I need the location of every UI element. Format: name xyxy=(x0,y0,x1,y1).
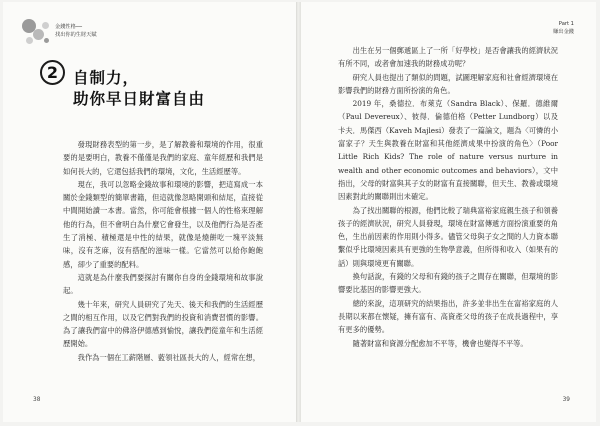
paragraph: 總的來說，這項研究的結果指出，許多並非出生在富裕家庭的人長期以來都在懷疑，擁有富有、高資產父母的孩子在成長過程中，享有更多的優勢。 xyxy=(338,298,558,335)
paragraph: 幾十年來，研究人員研究了先天、後天和我們的生活經歷之間的相互作用，以及它們對我們的投資和消費習慣的影響。為了讓我們富中的佛洛伊德感到愉悅，讓我們從童年和生活經歷開始。 xyxy=(63,299,263,349)
paragraph: 隨著財富和資源分配愈加不平等，機會也變得不平等。 xyxy=(352,338,528,348)
paragraph: 現在，我可以忽略金錢故事和環境的影響，把這寫成一本關於金錢類型的簡單書籍，但這就像忽略開頭和結尾，直接從中間開始讀一本書。當然，你可能會根據一個人的性格來理解他的行為，但不會明白為什麼它會發生，以及他們行為是否產生了消極、積極還是中性的結果，就像是燒餅吃一塊平淡無味，沒有芝麻，沒有搭配的滋味一樣。它當然可以給你飽飽感，卻少了重要的配料。 xyxy=(63,179,263,269)
paragraph: 發現財務表型的第一步，是了解教養和環境的作用，很重要的是要明白，教養不僅僅是我們的家庭、童年經歷和我們是如何長大的，它還包括我們的環境，文化，生活經歷等。 xyxy=(63,140,263,176)
chapter-title-line2: 助你早日財富自由 xyxy=(73,90,206,108)
paragraph: 出生在另一個郵遞區上了一所「好學校」是否會讓我的經濟狀況有所不同，或者會加速我的財務成功呢？ xyxy=(338,46,558,69)
chapter-title-line1: 自制力， xyxy=(73,69,140,87)
paragraph: 換句話說，有錢的父母和有錢的孩子之間存在關聯，但環境的影響要比基因的影響更強大。 xyxy=(338,272,558,295)
paragraph: 為了找出關聯的根源，他們比較了瑞典富裕家庭親生孩子和領養孩子的經濟狀況，研究人員發現，環境在財富傳遞方面扮演重要的角色，生出前因素的作用則小得多。儘管父母與子女之間的人力資本聯繫似乎比環境因素具有更強的生物學意義，但所得和收入（如果有的話）則與環境更有關聯。 xyxy=(338,205,558,268)
right-body-text xyxy=(338,44,558,350)
paragraph: 2019 年，桑德拉．布萊克（Sandra Black）、保羅．德維爾（Paul Devereux）、彼得．倫德伯格（Petter Lundborg）以及卡夫．馬傑西（Kaveh Majlesi）發表了一篇論文，題為〈可憐的小富家子？天生與教養在財富和其他經濟成果中扮演的角色〉（Poor Little Rich Kids? The role of nature versus nurture in wealth and other economic outcomes and behaviors），文中指出，父母的財富與其子女的財富有直接關聯，但天生、教養或環境因素對此的關聯則出未確定。 xyxy=(338,99,558,202)
book-logo-icon xyxy=(22,19,52,47)
running-head-line2: 找出你的生財天賦 xyxy=(55,32,97,38)
part-label: Part 1 xyxy=(558,21,574,27)
page-number-left: 38 xyxy=(33,397,41,403)
paragraph: 這就是為什麼我們要探討有關你自身的金錢環境和故事說起。 xyxy=(63,272,263,296)
chapter-number-badge: 2 xyxy=(40,60,65,85)
paragraph: 我作為一個在工薪階層、藍領社區長大的人，經常在想， xyxy=(77,352,261,362)
right-page xyxy=(301,2,596,422)
running-head-right xyxy=(553,20,574,36)
left-body-text xyxy=(63,138,263,364)
running-head-left xyxy=(55,23,97,39)
left-page xyxy=(3,2,296,422)
part-title: 賺出金錢 xyxy=(553,29,574,35)
page-number-right: 39 xyxy=(562,397,570,403)
paragraph: 研究人員也提出了類似的問題，試圖理解家庭和社會經濟環境在影響我們的財務方面所扮演的角色。 xyxy=(338,72,558,95)
running-head-line1: 金錢性格── xyxy=(55,24,82,30)
